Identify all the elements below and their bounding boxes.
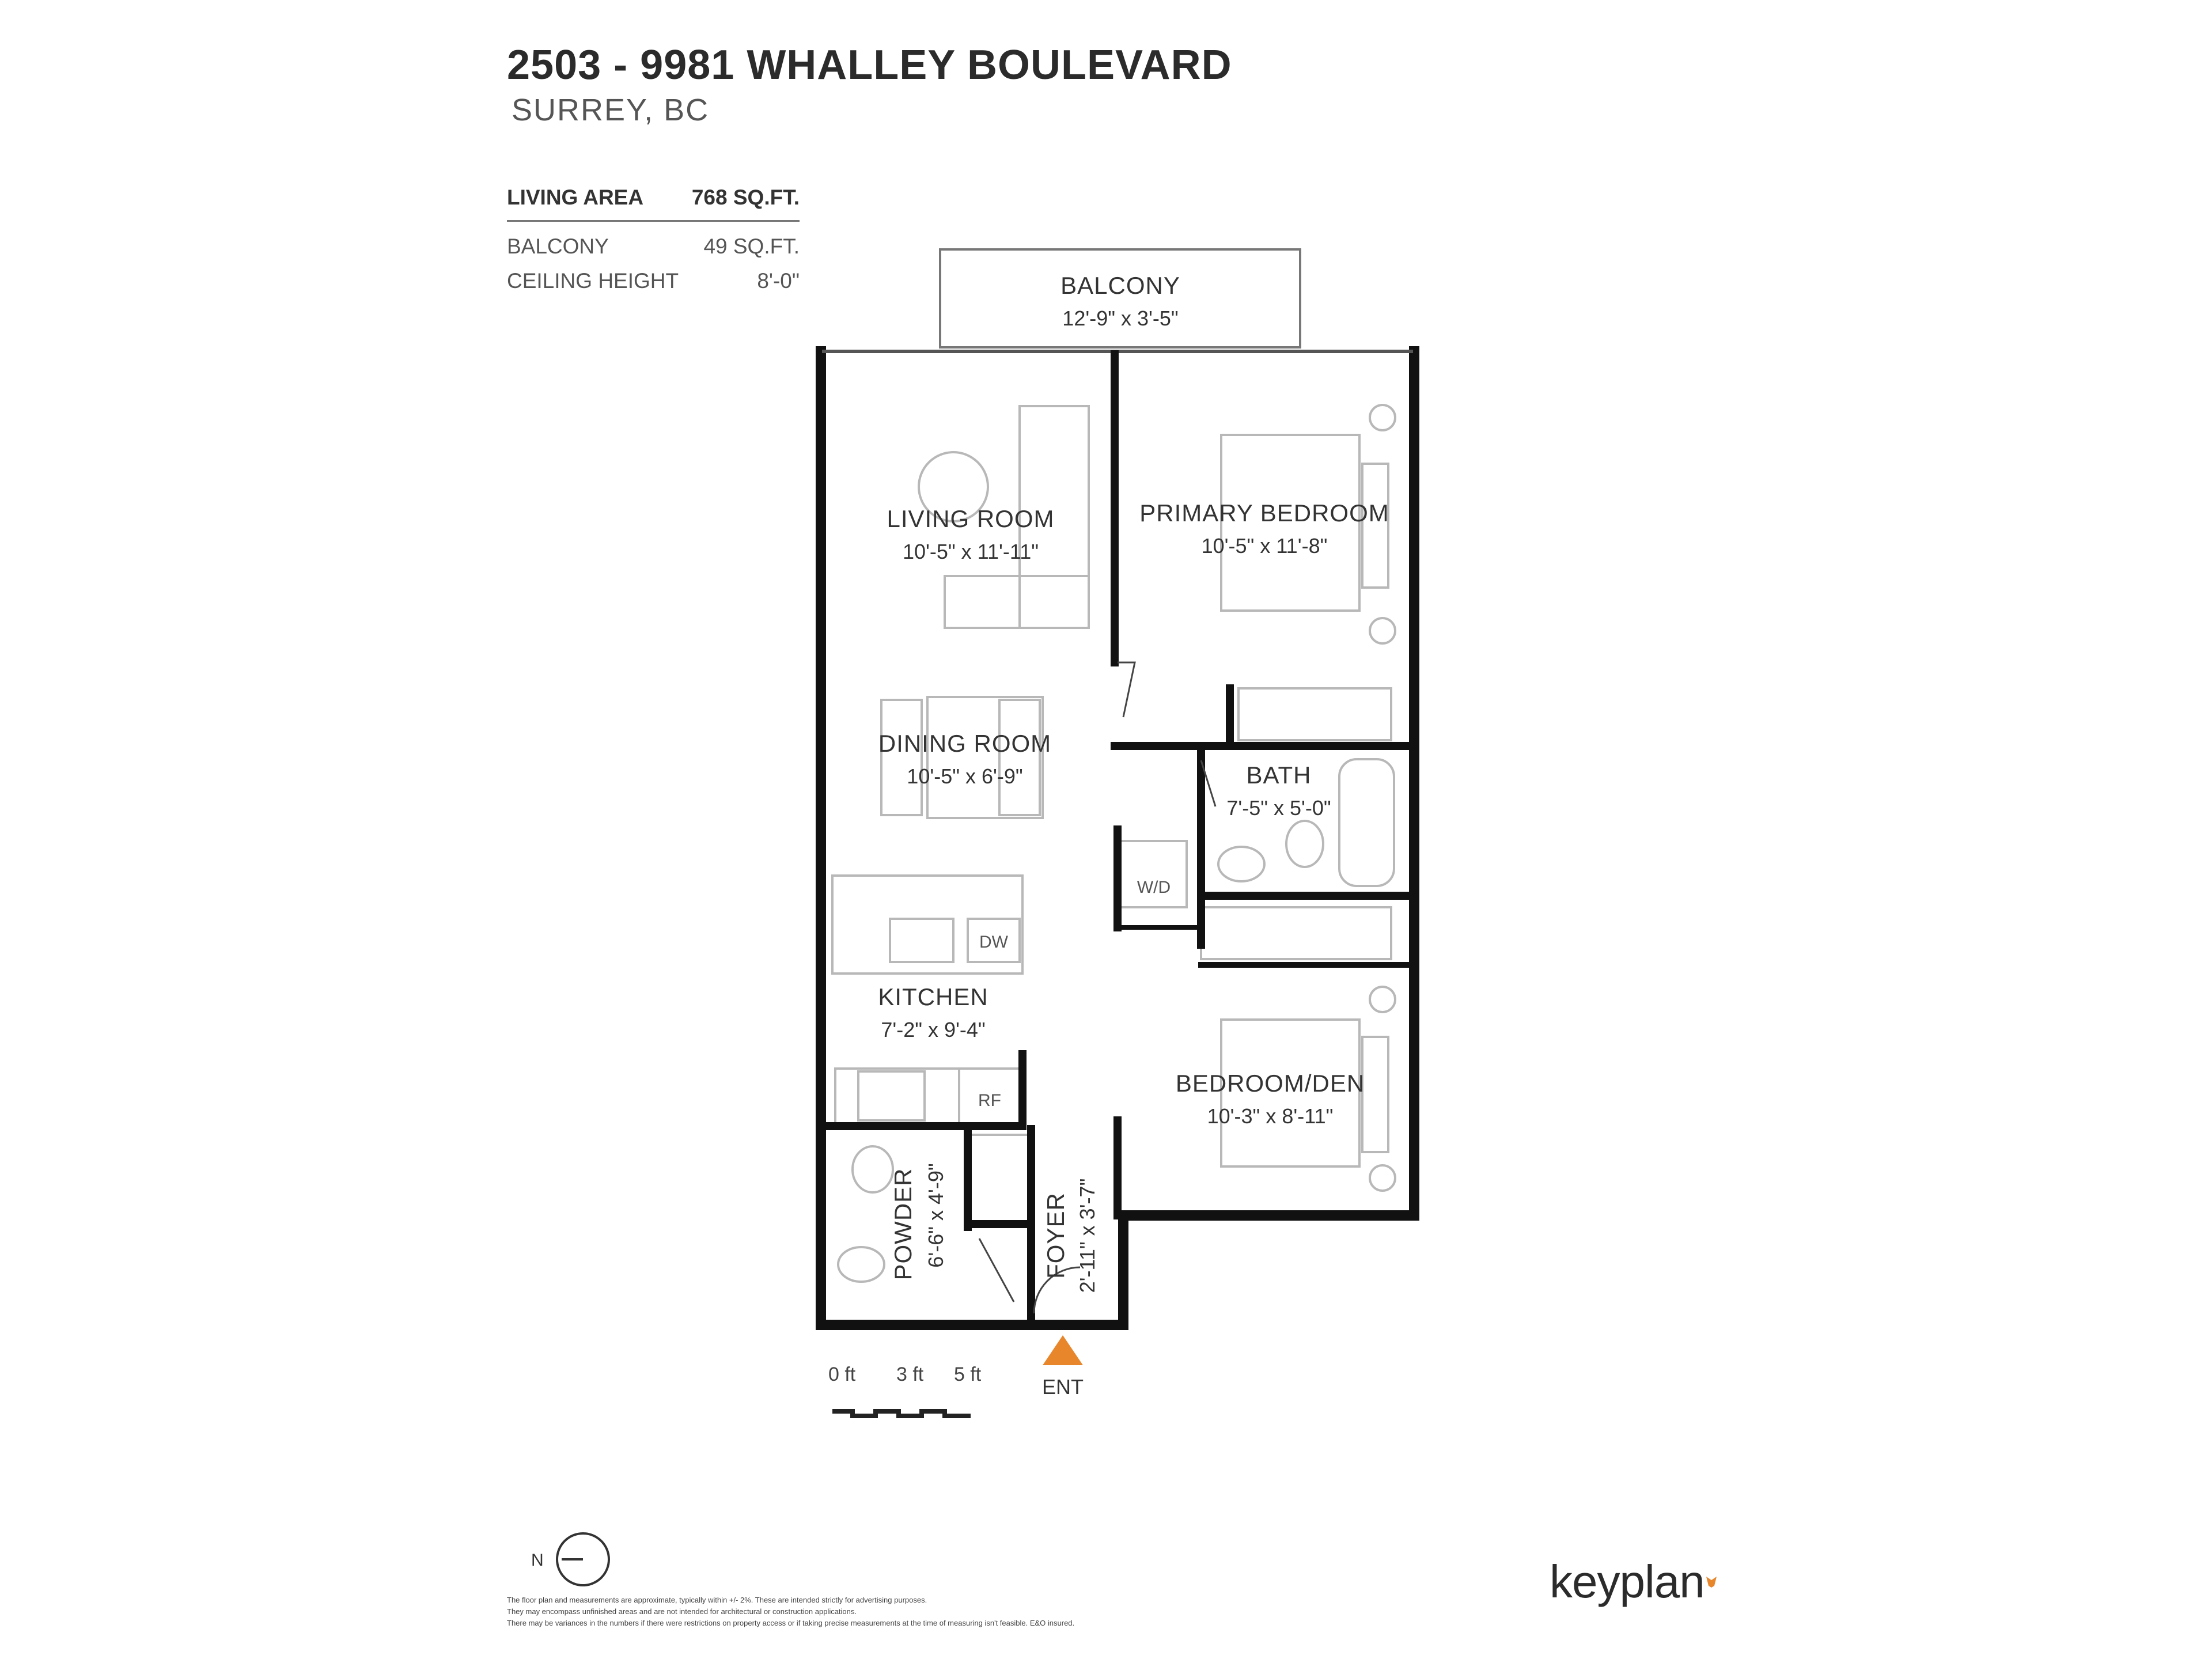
bath-sink-icon xyxy=(1218,847,1264,881)
foyer-closet-icon xyxy=(971,1135,1028,1221)
disclaimer-line: They may encompass unfinished areas and are not intended for architectural or construction applications. xyxy=(507,1607,857,1616)
bath-toilet-icon xyxy=(1286,821,1323,867)
compass xyxy=(557,1533,609,1585)
scale-bar xyxy=(828,1363,982,1416)
living-area-value: 768 SQ.FT. xyxy=(691,185,800,209)
primary-closet-icon xyxy=(1238,688,1391,740)
scale-label-5: 5 ft xyxy=(954,1363,982,1385)
disclaimer xyxy=(507,1594,1429,1629)
dining-room-name: DINING ROOM xyxy=(878,730,1052,757)
entry-label: ENT xyxy=(1042,1375,1084,1399)
balcony-room-name: BALCONY xyxy=(1060,272,1180,299)
powder-toilet-icon xyxy=(853,1146,893,1192)
disclaimer-line: There may be variances in the numbers if there were restrictions on property access or if taking precise measurements at the time of measuring isn't feasible. E&O insured. xyxy=(507,1619,1075,1627)
dishwasher-label: DW xyxy=(979,933,1008,952)
kitchen-name: KITCHEN xyxy=(878,983,988,1010)
fridge-label: RF xyxy=(978,1091,1001,1110)
disclaimer-line: The floor plan and measurements are approximate, typically within +/- 2%. These are intended strictly for advertising purposes. xyxy=(507,1596,927,1604)
property-address-title: 2503 - 9981 WHALLEY BOULEVARD xyxy=(507,42,1232,88)
ceiling-height-label: CEILING HEIGHT xyxy=(507,269,679,293)
kitchen-island-icon xyxy=(832,876,1022,974)
powder-name: POWDER xyxy=(889,1168,916,1281)
bedroom-den-name: BEDROOM/DEN xyxy=(1175,1070,1365,1097)
primary-bedroom-dim: 10'-5" x 11'-8" xyxy=(1201,534,1328,558)
washer-dryer-icon xyxy=(1120,841,1187,907)
scale-label-0: 0 ft xyxy=(828,1363,856,1385)
bath-dim: 7'-5" x 5'-0" xyxy=(1226,796,1331,820)
pillows-icon xyxy=(1362,1037,1388,1152)
entry-arrow-icon xyxy=(1043,1335,1083,1365)
compass-north-label: N xyxy=(531,1551,544,1570)
scale-bar-line xyxy=(832,1411,971,1416)
keyplan-logo: keyplan xyxy=(1550,1556,1705,1607)
balcony-area-label: BALCONY xyxy=(507,234,609,258)
balcony-area-value: 49 SQ.FT. xyxy=(703,234,800,258)
dining-table-icon xyxy=(927,697,1043,818)
dining-chair-icon xyxy=(881,700,922,815)
powder-sink-icon xyxy=(838,1247,884,1282)
property-city-subtitle: SURREY, BC xyxy=(512,93,710,127)
kitchen-sink-icon xyxy=(890,919,953,962)
powder-door-icon xyxy=(979,1238,1014,1302)
stove-icon xyxy=(858,1071,925,1120)
lamp-icon xyxy=(1370,987,1395,1012)
powder-dim: 6'-6" x 4'-9" xyxy=(924,1163,948,1268)
balcony-room-dim: 12'-9" x 3'-5" xyxy=(1062,306,1179,330)
washer-dryer-label: W/D xyxy=(1137,878,1171,897)
den-closet-icon xyxy=(1201,907,1391,959)
sofa-chaise-icon xyxy=(945,576,1089,628)
living-area-label: LIVING AREA xyxy=(507,185,644,209)
primary-bedroom-name: PRIMARY BEDROOM xyxy=(1139,499,1389,527)
bedroom-den-dim: 10'-3" x 8'-11" xyxy=(1207,1104,1334,1128)
living-room-name: LIVING ROOM xyxy=(887,505,1055,532)
dining-room-dim: 10'-5" x 6'-9" xyxy=(907,764,1023,788)
dining-chair-icon xyxy=(999,700,1040,815)
scale-label-3: 3 ft xyxy=(896,1363,924,1385)
ceiling-height-value: 8'-0" xyxy=(757,269,800,293)
foyer-name: FOYER xyxy=(1042,1192,1069,1279)
keyplan-fox-icon xyxy=(1705,1575,1718,1588)
bathtub-icon xyxy=(1339,759,1394,886)
lamp-icon xyxy=(1370,618,1395,643)
bath-name: BATH xyxy=(1246,762,1312,789)
lamp-icon xyxy=(1370,1165,1395,1191)
foyer-dim: 2'-11" x 3'-7" xyxy=(1075,1178,1099,1293)
bedroom-door-icon xyxy=(1118,662,1135,717)
lamp-icon xyxy=(1370,405,1395,430)
room-labels xyxy=(878,272,1389,1293)
living-room-dim: 10'-5" x 11'-11" xyxy=(902,540,1039,563)
kitchen-dim: 7'-2" x 9'-4" xyxy=(881,1018,986,1041)
